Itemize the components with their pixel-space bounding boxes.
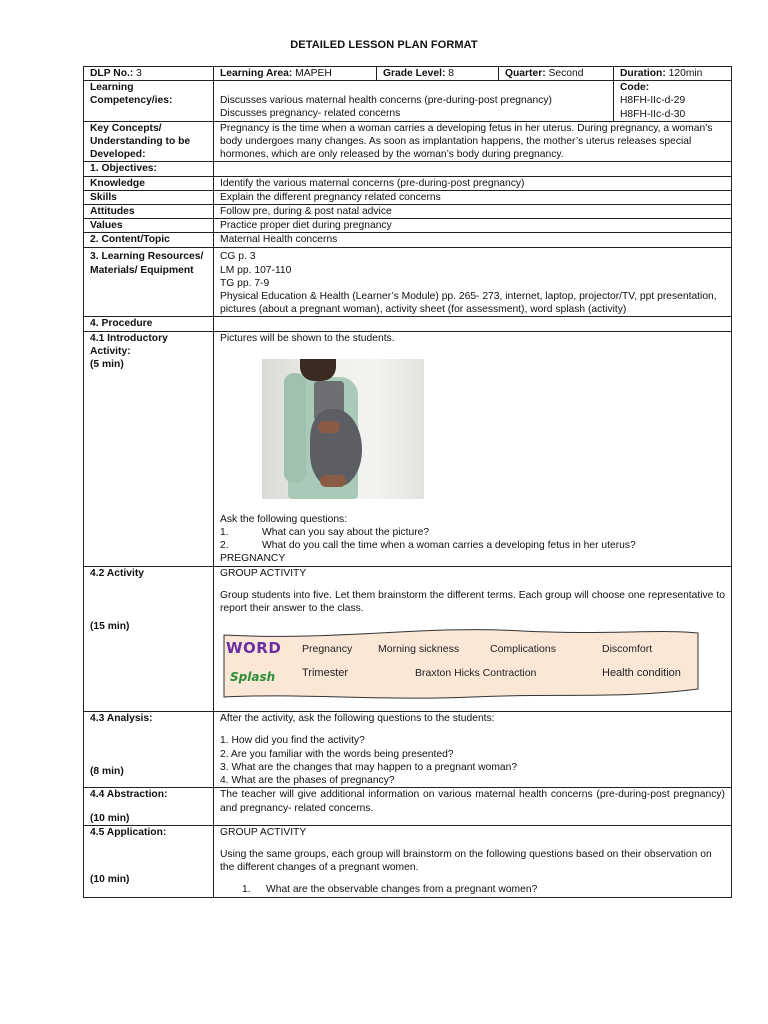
application-question-text: What are the observable changes from a pregnant women? [266,884,538,896]
question-text: What do you call the time when a woman carries a developing fetus in her uterus? [262,540,636,552]
word-splash [222,627,700,703]
area-value: MAPEH [295,68,332,79]
intro-label: 4.1 Introductory Activity: [90,332,168,357]
splash-term: Complications [490,643,556,656]
application-text: Using the same groups, each group will brainstorm on the following questions based on their observation on the different changes of a pregnant women. [220,848,712,874]
header-row [84,67,732,81]
quarter-value: Second [548,68,584,79]
key-concepts-row [84,121,732,162]
ask-text: Ask the following questions: [220,513,348,525]
splash-logo: Splash [230,670,276,685]
skills-row [84,190,732,204]
analysis-question: 1. How did you find the activity? [220,735,365,747]
resource-line: CG p. 3 [220,251,256,263]
analysis-question: 4. What are the phases of pregnancy? [220,775,395,787]
activity-time: (15 min) [90,620,130,632]
values-label: Values [84,219,214,233]
abstraction-label: 4.4 Abstraction: [90,789,168,801]
duration-value: 120min [668,68,703,79]
knowledge-label: Knowledge [84,176,214,190]
intro-text: Pictures will be shown to the students. [220,332,395,344]
competency-item: Discusses pregnancy- related concerns [220,108,401,120]
activity-heading: GROUP ACTIVITY [220,567,307,579]
resource-text: Physical Education & Health (Learner’s Module) pp. 265- 273, internet, laptop, projector/TV, ppt presentation, pictures (about a pregnant woman), activity sheet (for assessment), word splash (activity) [220,291,717,316]
word-splash-background [222,627,700,703]
values-row [84,219,732,233]
resource-line: TG pp. 7-9 [220,277,270,289]
objectives-row [84,162,732,176]
abstraction-time: (10 min) [90,812,130,824]
intro-row [84,331,732,566]
activity-label: 4.2 Activity [90,567,144,579]
competency-label: Learning Competency/ies: [84,81,214,122]
analysis-question: 3. What are the changes that may happen to a pregnant woman? [220,761,518,773]
dlp-label: DLP No.: [90,68,134,79]
question-text: What can you say about the picture? [262,527,430,539]
question-item [220,526,725,539]
knowledge-text: Identify the various maternal concerns (pre-during-post pregnancy) [214,176,732,190]
analysis-row [84,712,732,788]
resources-row [84,248,732,317]
quarter-label: Quarter: [505,68,546,79]
abstraction-text: The teacher will give additional information on various maternal health concerns (pre-during-post pregnancy) and pregnancy- related concerns. [214,788,732,825]
splash-term: Health condition [602,667,681,680]
content-label: 2. Content/Topic [84,233,214,248]
lesson-plan-table [83,66,732,898]
question-number: 1. [220,527,229,539]
attitudes-label: Attitudes [84,205,214,219]
application-time: (10 min) [90,873,130,885]
skills-text: Explain the different pregnancy related concerns [214,190,732,204]
dlp-value: 3 [136,68,142,79]
intro-time: (5 min) [90,359,124,371]
answer-text: PREGNANCY [220,553,286,565]
code-value: H8FH-IIc-d-29 [620,95,686,107]
analysis-time: (8 min) [90,766,124,778]
application-heading: GROUP ACTIVITY [220,826,307,838]
activity-row [84,566,732,712]
duration-label: Duration: [620,68,666,79]
resources-label: 3. Learning Resources/ Materials/ Equipment [84,248,214,317]
grade-value: 8 [448,68,454,79]
objectives-label: 1. Objectives: [84,162,214,176]
knowledge-row [84,176,732,190]
values-text: Practice proper diet during pregnancy [214,219,732,233]
activity-text: Group students into five. Let them brainstorm the different terms. Each group will choose one representative to report their answer to the class. [220,589,725,615]
code-label: Code: [620,82,650,94]
pregnant-woman-photo [262,359,424,499]
competency-row [84,81,732,122]
area-label: Learning Area: [220,68,293,79]
splash-term: Morning sickness [378,643,460,656]
splash-term: Pregnancy [302,643,353,656]
analysis-question: 2. Are you familiar with the words being presented? [220,748,454,760]
attitudes-row [84,205,732,219]
attitudes-text: Follow pre, during & post natal advice [214,205,732,219]
procedure-row [84,317,732,331]
application-row [84,825,732,897]
splash-term: Discomfort [602,643,653,656]
splash-term: Braxton Hicks Contraction [415,667,537,680]
resource-line: LM pp. 107-110 [220,264,292,276]
content-row [84,233,732,248]
competency-item: Discusses various maternal health concerns (pre-during-post pregnancy) [220,95,552,107]
code-value: H8FH-IIc-d-30 [620,108,686,120]
splash-term: Trimester [302,667,349,680]
content-text: Maternal Health concerns [214,233,732,248]
skills-label: Skills [84,190,214,204]
question-item [220,539,725,552]
application-label: 4.5 Application: [90,826,167,838]
word-logo: WORD [226,639,282,658]
question-number: 2. [220,540,229,552]
analysis-intro: After the activity, ask the following questions to the students: [220,713,495,725]
grade-label: Grade Level: [383,68,446,79]
key-concepts-label: Key Concepts/ Understanding to be Developed: [84,121,214,162]
procedure-label: 4. Procedure [84,317,214,331]
page-title: DETAILED LESSON PLAN FORMAT [290,39,478,51]
key-concepts-text: Pregnancy is the time when a woman carries a developing fetus in her uterus. During pregnancy, a woman’s body undergoes many changes. As soon as implantation happens, the mother’s uterus releases special hormones, which are only released by the woman’s body during pregnancy. [214,121,732,162]
application-question-number: 1. [242,884,251,896]
application-question [220,883,725,896]
abstraction-row [84,788,732,825]
analysis-label: 4.3 Analysis: [90,713,153,725]
